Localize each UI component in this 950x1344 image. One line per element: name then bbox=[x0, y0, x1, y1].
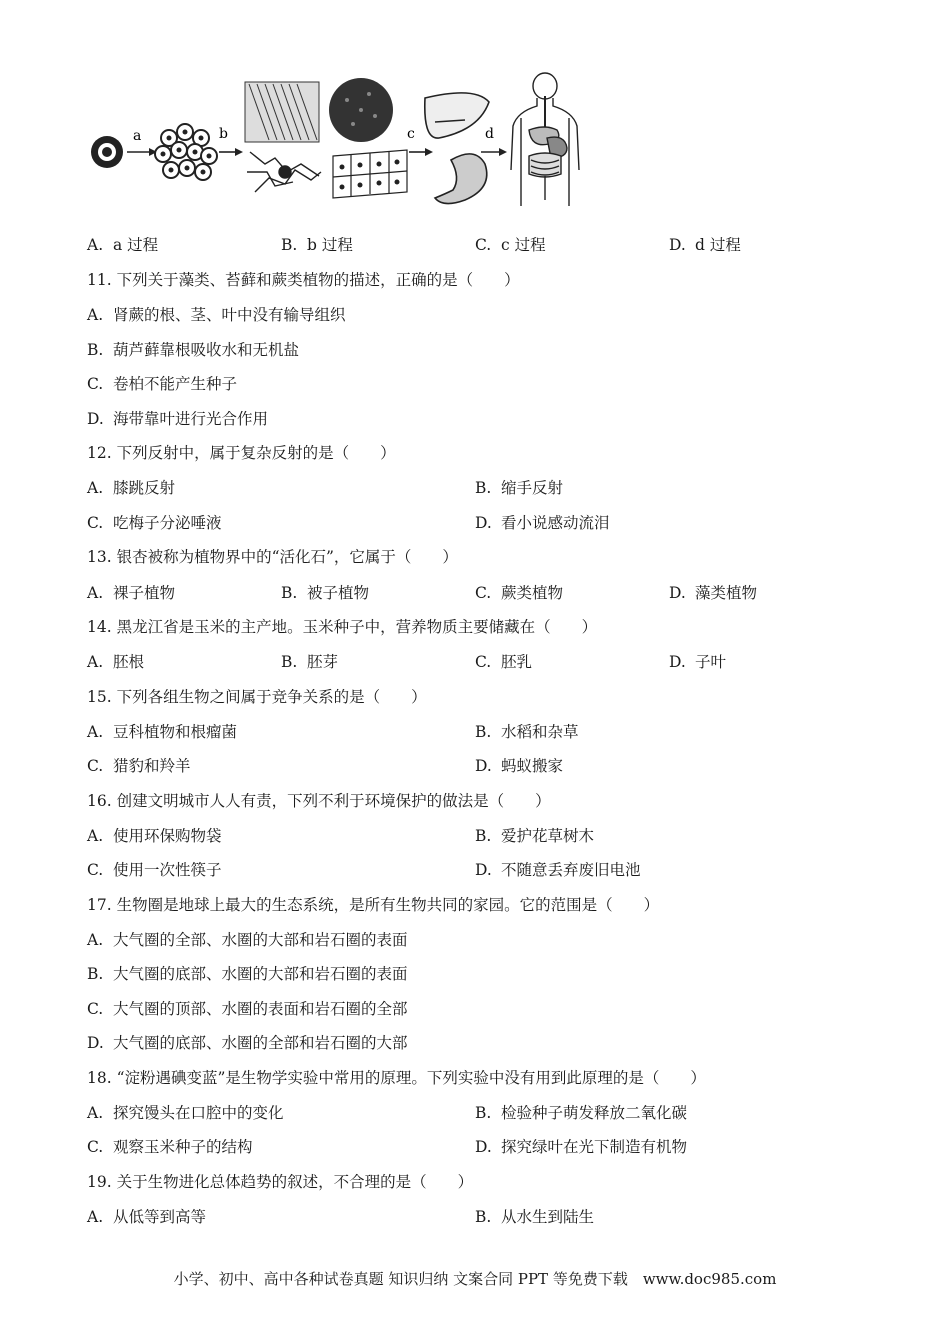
option-text: 胚乳 bbox=[501, 653, 533, 671]
q11-stem: 11. 下列关于藻类、苔藓和蕨类植物的描述，正确的是（ ） bbox=[87, 271, 520, 289]
option-key: B. bbox=[87, 341, 104, 359]
label-d: d bbox=[485, 126, 494, 142]
q16-option-d bbox=[475, 859, 641, 881]
single-cell-icon bbox=[91, 136, 123, 168]
option-text: a 过程 bbox=[113, 236, 159, 254]
option-text: 看小说感动流泪 bbox=[501, 514, 610, 532]
q11-option-a bbox=[87, 304, 346, 326]
option-key: C. bbox=[475, 653, 492, 671]
q18-option-a bbox=[87, 1102, 284, 1124]
option-text: 大气圈的顶部、水圈的表面和岩石圈的全部 bbox=[113, 1000, 408, 1018]
option-key: A. bbox=[87, 1104, 104, 1122]
option-text: 蚂蚁搬家 bbox=[501, 757, 564, 775]
option-key: A. bbox=[87, 306, 104, 324]
option-text: 胚芽 bbox=[307, 653, 339, 671]
q16-stem: 16. 创建文明城市人人有责，下列不利于环境保护的做法是（ ） bbox=[87, 792, 551, 810]
option-text: 大气圈的全部、水圈的大部和岩石圈的表面 bbox=[113, 931, 408, 949]
option-text: 探究馒头在口腔中的变化 bbox=[113, 1104, 284, 1122]
option-text: 豆科植物和根瘤菌 bbox=[113, 723, 238, 741]
human-digestive-system-icon bbox=[511, 73, 579, 206]
q12-stem: 12. 下列反射中，属于复杂反射的是（ ） bbox=[87, 444, 396, 462]
option-text: 探究绿叶在光下制造有机物 bbox=[501, 1138, 688, 1156]
q19-option-b bbox=[475, 1206, 594, 1228]
q16-option-c bbox=[87, 859, 222, 881]
option-text: 膝跳反射 bbox=[113, 479, 176, 497]
q13-option-b bbox=[281, 582, 369, 604]
arrow-a-icon bbox=[127, 148, 157, 156]
q11-option-c bbox=[87, 373, 237, 395]
label-b: b bbox=[219, 126, 228, 142]
option-text: 大气圈的底部、水圈的全部和岩石圈的大部 bbox=[113, 1034, 408, 1052]
option-key: B. bbox=[281, 653, 298, 671]
option-key: D. bbox=[87, 1034, 104, 1052]
option-key: D. bbox=[475, 757, 492, 775]
label-c: c bbox=[407, 126, 415, 142]
option-key: A. bbox=[87, 479, 104, 497]
q15-option-a bbox=[87, 721, 237, 743]
option-text: 从低等到高等 bbox=[113, 1208, 207, 1226]
option-text: 缩手反射 bbox=[501, 479, 564, 497]
option-key: D. bbox=[669, 236, 686, 254]
arrow-c-icon bbox=[409, 148, 433, 156]
option-key: B. bbox=[87, 965, 104, 983]
q13-option-c bbox=[475, 582, 563, 604]
option-text: 从水生到陆生 bbox=[501, 1208, 595, 1226]
q14-stem: 14. 黑龙江省是玉米的主产地。玉米种子中，营养物质主要储藏在（ ） bbox=[87, 618, 598, 636]
option-text: 爱护花草树木 bbox=[501, 827, 595, 845]
q12-option-c bbox=[87, 512, 222, 534]
option-text: 蕨类植物 bbox=[501, 584, 564, 602]
option-key: C. bbox=[87, 375, 104, 393]
option-key: A. bbox=[87, 1208, 104, 1226]
q15-option-b bbox=[475, 721, 579, 743]
option-key: A. bbox=[87, 653, 104, 671]
label-a: a bbox=[133, 128, 142, 144]
option-key: B. bbox=[475, 827, 492, 845]
option-key: B. bbox=[475, 479, 492, 497]
option-text: 子叶 bbox=[695, 653, 727, 671]
q14-option-c bbox=[475, 651, 532, 673]
q13-stem: 13. 银杏被称为植物界中的“活化石”，它属于（ ） bbox=[87, 548, 458, 566]
arrow-d-icon bbox=[481, 148, 507, 156]
option-text: 海带靠叶进行光合作用 bbox=[113, 410, 269, 428]
option-text: d 过程 bbox=[695, 236, 741, 254]
cell-cluster-icon bbox=[155, 124, 217, 180]
page-footer: 小学、初中、高中各种试卷真题 知识归纳 文案合同 PPT 等免费下载 www.doc985.com bbox=[173, 1270, 777, 1288]
option-text: 吃梅子分泌唾液 bbox=[113, 514, 222, 532]
q12-option-d bbox=[475, 512, 610, 534]
q14-option-a bbox=[87, 651, 144, 673]
option-text: 检验种子萌发释放二氧化碳 bbox=[501, 1104, 688, 1122]
q19-option-a bbox=[87, 1206, 206, 1228]
option-key: C. bbox=[87, 757, 104, 775]
option-text: 被子植物 bbox=[307, 584, 370, 602]
q18-stem: 18. “淀粉遇碘变蓝”是生物学实验中常用的原理。下列实验中没有用到此原理的是（ ） bbox=[87, 1069, 706, 1087]
option-key: C. bbox=[87, 1000, 104, 1018]
option-text: 水稻和杂草 bbox=[501, 723, 579, 741]
q19-stem: 19. 关于生物进化总体趋势的叙述，不合理的是（ ） bbox=[87, 1173, 474, 1191]
option-key: D. bbox=[87, 410, 104, 428]
q14-option-d bbox=[669, 651, 726, 673]
q11-option-d bbox=[87, 408, 268, 430]
option-text: 卷柏不能产生种子 bbox=[113, 375, 238, 393]
option-text: 不随意丢弃废旧电池 bbox=[501, 861, 641, 879]
option-text: c 过程 bbox=[501, 236, 546, 254]
option-key: B. bbox=[281, 584, 298, 602]
option-key: D. bbox=[475, 861, 492, 879]
option-text: 大气圈的底部、水圈的大部和岩石圈的表面 bbox=[113, 965, 408, 983]
option-text: 肾蕨的根、茎、叶中没有输导组织 bbox=[113, 306, 346, 324]
option-key: D. bbox=[669, 584, 686, 602]
q12-option-a bbox=[87, 477, 175, 499]
option-text: 胚根 bbox=[113, 653, 145, 671]
option-text: 使用一次性筷子 bbox=[113, 861, 222, 879]
option-key: B. bbox=[281, 236, 298, 254]
option-key: A. bbox=[87, 236, 104, 254]
q18-option-b bbox=[475, 1102, 687, 1124]
q16-option-a bbox=[87, 825, 222, 847]
option-text: 藻类植物 bbox=[695, 584, 758, 602]
option-key: D. bbox=[669, 653, 686, 671]
option-text: 猎豹和羚羊 bbox=[113, 757, 191, 775]
option-text: 使用环保购物袋 bbox=[113, 827, 222, 845]
option-key: B. bbox=[475, 723, 492, 741]
q18-option-d bbox=[475, 1136, 687, 1158]
q15-option-d bbox=[475, 755, 563, 777]
option-key: C. bbox=[475, 236, 492, 254]
option-key: B. bbox=[475, 1208, 492, 1226]
option-key: A. bbox=[87, 584, 104, 602]
option-key: C. bbox=[87, 514, 104, 532]
q17-stem: 17. 生物圈是地球上最大的生态系统，是所有生物共同的家园。它的范围是（ ） bbox=[87, 896, 660, 914]
q11-option-b bbox=[87, 339, 299, 361]
q13-option-d bbox=[669, 582, 757, 604]
organs-icon bbox=[425, 93, 489, 204]
q17-option-c bbox=[87, 998, 408, 1020]
option-key: B. bbox=[475, 1104, 492, 1122]
option-key: A. bbox=[87, 723, 104, 741]
q17-option-a bbox=[87, 929, 408, 951]
option-key: A. bbox=[87, 931, 104, 949]
option-key: C. bbox=[475, 584, 492, 602]
option-key: D. bbox=[475, 1138, 492, 1156]
tissues-icon bbox=[245, 78, 407, 198]
option-key: D. bbox=[475, 514, 492, 532]
option-key: C. bbox=[87, 1138, 104, 1156]
option-text: 葫芦藓靠根吸收水和无机盐 bbox=[113, 341, 300, 359]
option-text: b 过程 bbox=[307, 236, 353, 254]
option-text: 观察玉米种子的结构 bbox=[113, 1138, 253, 1156]
development-figure bbox=[85, 72, 595, 214]
option-text: 裸子植物 bbox=[113, 584, 176, 602]
option-key: C. bbox=[87, 861, 104, 879]
q17-option-d bbox=[87, 1032, 408, 1054]
arrow-b-icon bbox=[219, 148, 243, 156]
q15-option-c bbox=[87, 755, 191, 777]
option-key: A. bbox=[87, 827, 104, 845]
q12-option-b bbox=[475, 477, 563, 499]
q18-option-c bbox=[87, 1136, 253, 1158]
q17-option-b bbox=[87, 963, 408, 985]
q15-stem: 15. 下列各组生物之间属于竞争关系的是（ ） bbox=[87, 688, 427, 706]
q13-option-a bbox=[87, 582, 175, 604]
q14-option-b bbox=[281, 651, 338, 673]
q16-option-b bbox=[475, 825, 594, 847]
